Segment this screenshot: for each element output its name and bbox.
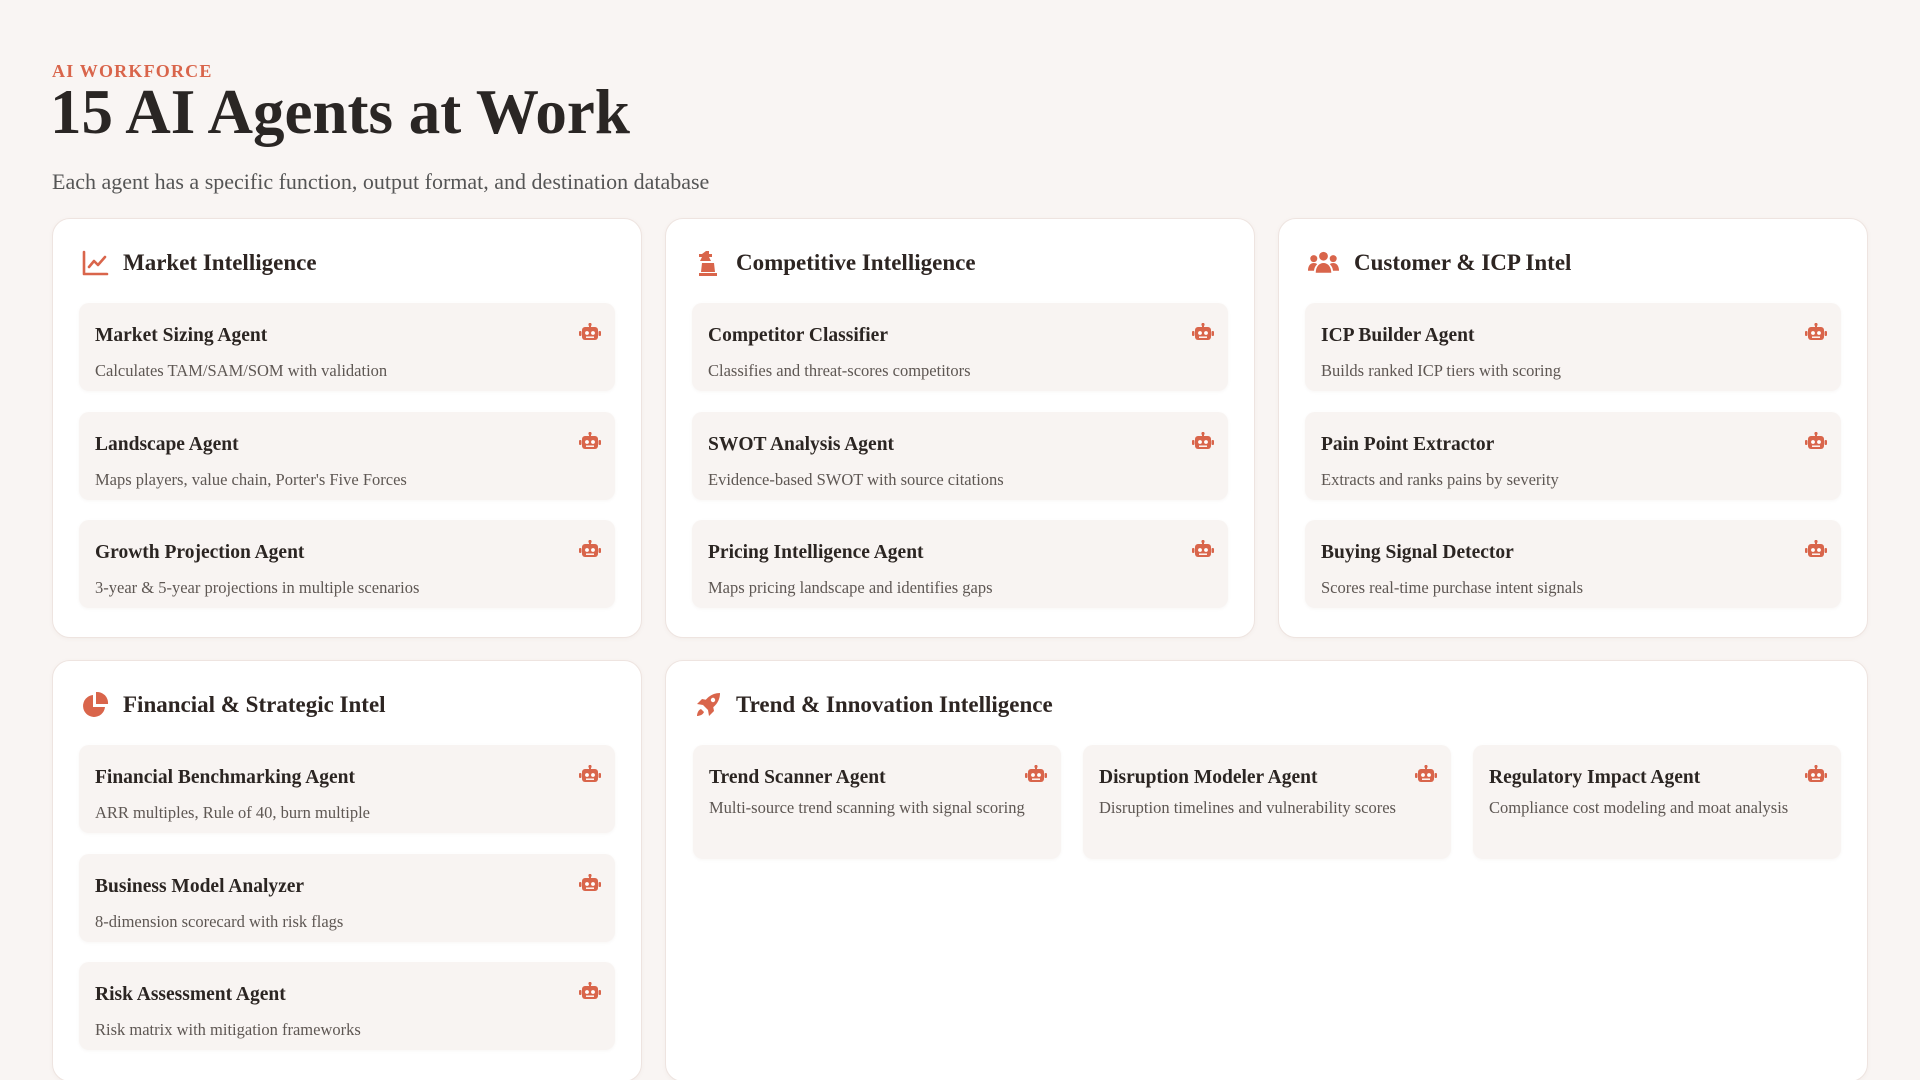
agent-description: Evidence-based SWOT with source citations xyxy=(708,470,1004,489)
agent-description: Disruption timelines and vulnerability scores xyxy=(1099,798,1396,817)
robot-icon xyxy=(579,765,601,785)
panel-header xyxy=(81,691,386,719)
panel-title: Trend & Innovation Intelligence xyxy=(736,692,1053,717)
robot-icon xyxy=(1192,540,1214,560)
agent-card-swot-analysis-agent[interactable] xyxy=(692,412,1228,500)
robot-icon xyxy=(1025,765,1047,785)
agent-description: 3-year & 5-year projections in multiple scenarios xyxy=(95,578,420,597)
agent-description: Maps pricing landscape and identifies gaps xyxy=(708,578,993,597)
robot-icon xyxy=(579,432,601,452)
panel-title: Competitive Intelligence xyxy=(736,250,976,275)
agent-name: Pain Point Extractor xyxy=(1321,434,1495,455)
eyebrow-label: AI WORKFORCE xyxy=(52,61,213,81)
agent-card-regulatory-impact-agent[interactable] xyxy=(1473,745,1841,859)
agent-card-buying-signal-detector[interactable] xyxy=(1305,520,1841,608)
panel-title: Financial & Strategic Intel xyxy=(123,692,386,717)
agent-description: Classifies and threat-scores competitors xyxy=(708,361,971,380)
robot-icon xyxy=(1805,540,1827,560)
robot-icon xyxy=(1805,432,1827,452)
agent-card-risk-assessment-agent[interactable] xyxy=(79,962,615,1050)
robot-icon xyxy=(1805,765,1827,785)
agent-name: SWOT Analysis Agent xyxy=(708,434,895,455)
agent-name: Competitor Classifier xyxy=(708,325,888,346)
robot-icon xyxy=(579,874,601,894)
agent-card-landscape-agent[interactable] xyxy=(79,412,615,500)
agent-name: Pricing Intelligence Agent xyxy=(708,542,924,563)
panel-header xyxy=(694,249,976,277)
panel-title: Market Intelligence xyxy=(123,250,317,275)
agent-description: Multi-source trend scanning with signal scoring xyxy=(709,798,1025,817)
panel-financial-strategic-intel xyxy=(52,660,642,1080)
agent-card-growth-projection-agent[interactable] xyxy=(79,520,615,608)
agent-description: Scores real-time purchase intent signals xyxy=(1321,578,1584,597)
agent-card-disruption-modeler-agent[interactable] xyxy=(1083,745,1451,859)
agent-card-competitor-classifier[interactable] xyxy=(692,303,1228,391)
robot-icon xyxy=(1415,765,1437,785)
agent-description: ARR multiples, Rule of 40, burn multiple xyxy=(95,803,370,822)
panel-market-intelligence xyxy=(52,218,642,638)
agent-card-pain-point-extractor[interactable] xyxy=(1305,412,1841,500)
agent-name: Market Sizing Agent xyxy=(95,325,268,346)
agent-card-icp-builder-agent[interactable] xyxy=(1305,303,1841,391)
agent-description: 8-dimension scorecard with risk flags xyxy=(95,912,344,931)
pie-chart-icon xyxy=(81,691,109,719)
panel-header xyxy=(1307,249,1571,277)
panel-competitive-intelligence xyxy=(665,218,1255,638)
agent-name: Buying Signal Detector xyxy=(1321,542,1514,563)
agent-card-business-model-analyzer[interactable] xyxy=(79,854,615,942)
robot-icon xyxy=(579,540,601,560)
agent-description: Builds ranked ICP tiers with scoring xyxy=(1321,361,1561,380)
rocket-icon xyxy=(694,691,722,719)
robot-icon xyxy=(579,323,601,343)
agent-card-pricing-intelligence-agent[interactable] xyxy=(692,520,1228,608)
agent-name: Regulatory Impact Agent xyxy=(1489,767,1701,788)
agent-description: Maps players, value chain, Porter's Five Forces xyxy=(95,470,407,489)
agent-name: Landscape Agent xyxy=(95,434,239,455)
panel-trend-innovation-intelligence xyxy=(665,660,1868,1080)
agent-name: Business Model Analyzer xyxy=(95,876,305,897)
panel-customer-icp-intel xyxy=(1278,218,1868,638)
robot-icon xyxy=(1192,323,1214,343)
robot-icon xyxy=(1805,323,1827,343)
agent-name: Trend Scanner Agent xyxy=(709,767,886,788)
agent-description: Risk matrix with mitigation frameworks xyxy=(95,1020,361,1039)
panel-header xyxy=(694,691,1053,719)
agent-name: Growth Projection Agent xyxy=(95,542,305,563)
agent-card-financial-benchmarking-agent[interactable] xyxy=(79,745,615,833)
robot-icon xyxy=(579,982,601,1002)
agent-name: Financial Benchmarking Agent xyxy=(95,767,356,788)
robot-icon xyxy=(1192,432,1214,452)
agent-name: Risk Assessment Agent xyxy=(95,984,286,1005)
panel-header xyxy=(81,249,317,277)
page-title: 15 AI Agents at Work xyxy=(50,77,630,147)
agent-card-market-sizing-agent[interactable] xyxy=(79,303,615,391)
agent-description: Extracts and ranks pains by severity xyxy=(1321,470,1559,489)
chess-icon xyxy=(694,249,722,277)
panel-title: Customer & ICP Intel xyxy=(1354,250,1572,275)
agent-name: Disruption Modeler Agent xyxy=(1099,767,1318,788)
agent-name: ICP Builder Agent xyxy=(1321,325,1475,346)
page-subtitle: Each agent has a specific function, output format, and destination database xyxy=(52,169,710,194)
agent-card-trend-scanner-agent[interactable] xyxy=(693,745,1061,859)
users-icon xyxy=(1307,249,1340,277)
agent-description: Compliance cost modeling and moat analysis xyxy=(1489,798,1789,817)
line-chart-icon xyxy=(81,249,109,277)
agent-description: Calculates TAM/SAM/SOM with validation xyxy=(95,361,388,380)
